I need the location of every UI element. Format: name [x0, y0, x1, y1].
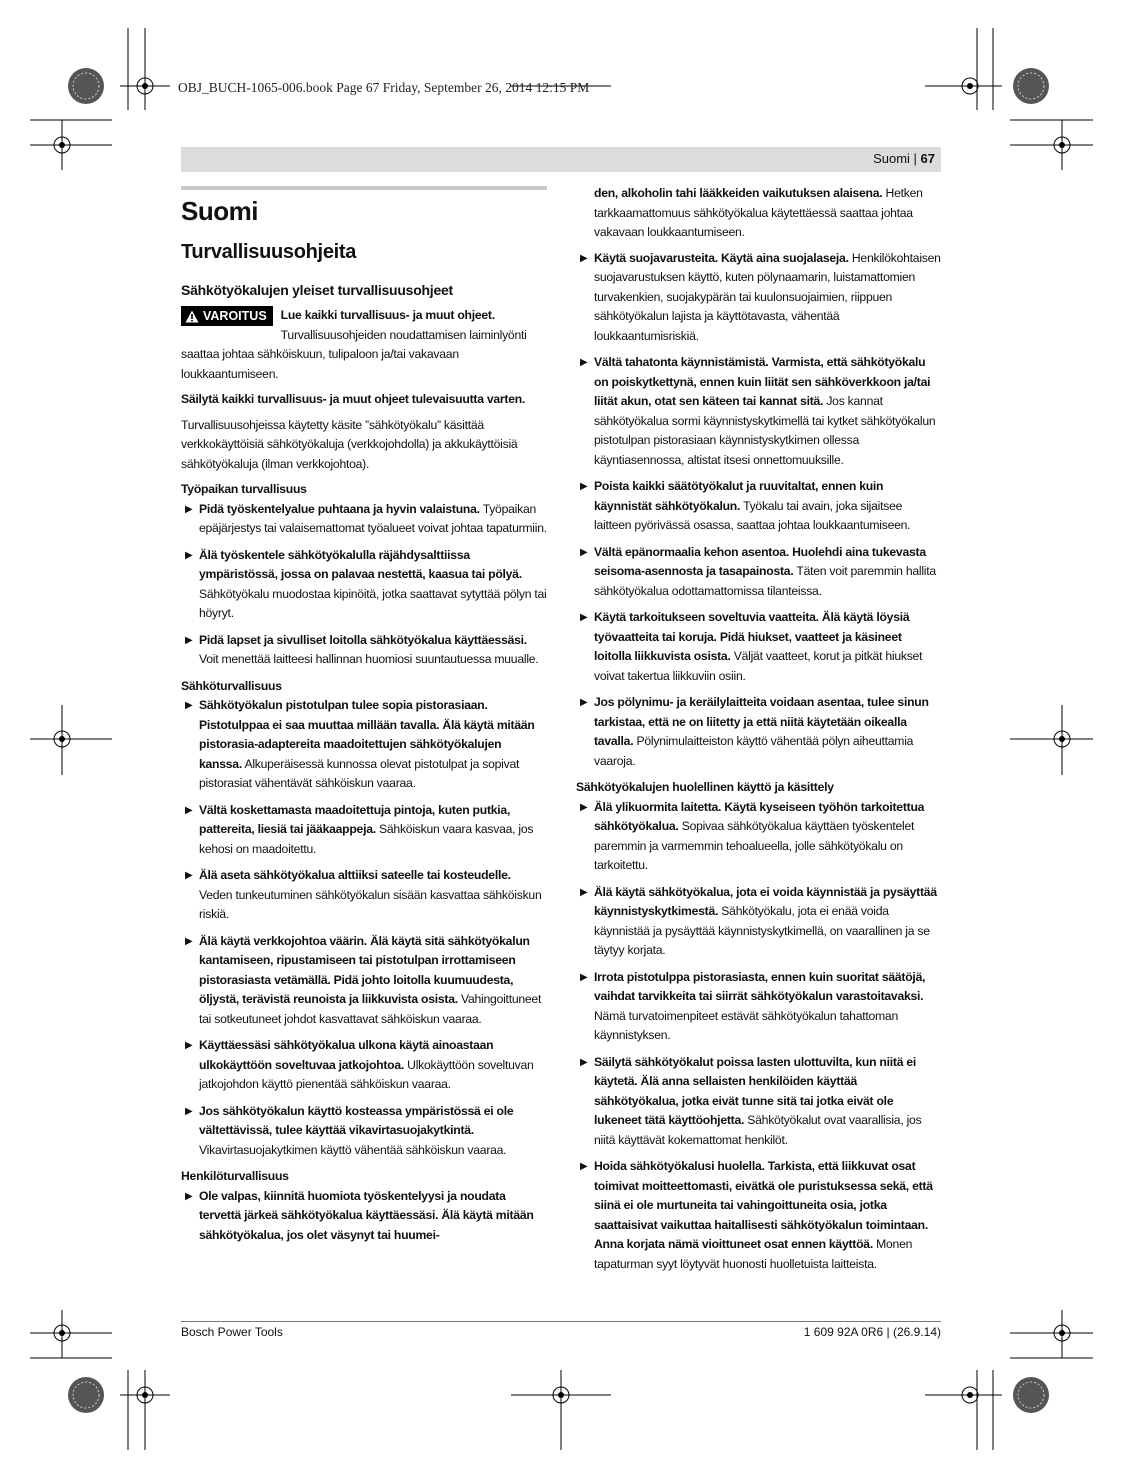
bullet-icon: ▶ — [185, 935, 193, 947]
item-text: Monen tapaturman syyt löytyvät huonosti huolletuista laitteista. — [594, 1237, 913, 1271]
item-bold: Käyttäessäsi sähkötyökalua ulkona käytä ainoastaan ulkokäyttöön soveltuvaa jatkojohtoa. — [199, 1038, 494, 1072]
bullet-icon: ▶ — [185, 700, 193, 711]
warning-lead: Lue kaikki turvallisuus- ja muut ohjeet. — [280, 308, 495, 322]
item-text: Sähkötyökalu muodostaa kipinöitä, jotka saattavat sytyttää pölyn tai höyryt. — [199, 586, 547, 620]
item-bold: Pidä työskentelyalue puhtaana ja hyvin valaistuna. — [199, 501, 480, 516]
item-bold: Käytä suojavarusteita. Käytä aina suojalaseja. — [594, 250, 849, 265]
page-header — [873, 151, 935, 166]
list-item — [181, 631, 547, 670]
item-text: Vikavirtasuojakytkimen käyttö vähentää sähköiskun vaaraa. — [199, 1142, 507, 1157]
warning-label: VAROITUS — [203, 309, 267, 323]
bullet-icon: ▶ — [185, 634, 193, 646]
list-item — [576, 798, 942, 876]
list-item — [181, 546, 547, 624]
item-bold: den, alkoholin tahi lääkkeiden vaikutuksen alaisena. — [594, 186, 883, 200]
item-text: Pölynimulaitteiston käyttö vähentää pölyn aiheuttamia vaaroja. — [594, 734, 914, 768]
bullet-icon: ▶ — [185, 804, 193, 816]
list-item — [181, 866, 547, 925]
personal-list-continued — [576, 249, 942, 772]
item-text: Veden tunkeutuminen sähkötyökalun sisään kasvattaa sähköiskun riskiä. — [199, 887, 542, 921]
definition-text: Turvallisuusohjeissa käytetty käsite ”sähkötyökalu” käsittää verkkokäyttöisiä sähkötyökaluja (verkkojohdolla) ja akkukäyttöisiä sähkötyökaluja (ilman verkkojohtoa). — [181, 417, 518, 471]
header-language: Suomi — [873, 151, 910, 166]
bullet-icon: ▶ — [580, 612, 588, 623]
bullet-icon: ▶ — [580, 971, 588, 983]
electrical-heading: Sähköturvallisuus — [181, 678, 282, 693]
item-bold: Älä aseta sähkötyökalua alttiiksi sateelle tai kosteudelle. — [199, 868, 511, 882]
list-item — [576, 353, 942, 470]
warning-badge — [181, 306, 273, 326]
warning-block — [181, 306, 547, 384]
left-column — [181, 186, 547, 1252]
list-item — [576, 477, 942, 536]
bullet-icon: ▶ — [580, 252, 588, 264]
list-item-continuation — [576, 184, 942, 243]
bullet-icon: ▶ — [185, 870, 193, 881]
workplace-heading: Työpaikan turvallisuus — [181, 482, 307, 496]
item-text: Työpaikan epäjärjestys tai valaisemattomat työalueet voivat johtaa tapaturmiin. — [199, 501, 547, 535]
bullet-icon: ▶ — [580, 1056, 588, 1068]
item-bold: Jos sähkötyökalun käyttö kosteassa ympäristössä ei ole vältettävissä, tulee käyttää vikavirtasuojakytkintä. — [199, 1103, 514, 1137]
bullet-icon: ▶ — [580, 886, 588, 898]
electrical-list — [181, 696, 547, 1160]
workplace-list — [181, 500, 547, 670]
header-separator: | — [909, 151, 921, 166]
item-bold: Älä työskentele sähkötyökalulla räjähdysalttiissa ympäristössä, jossa on palavaa nestettä, kaasua tai pölyä. — [199, 547, 522, 581]
item-bold: Jos pölynimu- ja keräilylaitteita voidaan asentaa, tulee sinun tarkistaa, että ne on liitetty ja että niitä käytetään oikealla tavalla. — [594, 695, 929, 748]
item-text: Vahingoittuneet tai sotkeutuneet johdot kasvattavat sähköiskun vaaraa. — [199, 992, 542, 1026]
bullet-icon: ▶ — [185, 503, 193, 515]
section-title: Turvallisuusohjeita — [181, 241, 357, 263]
list-item — [576, 543, 942, 602]
list-item — [576, 968, 942, 1046]
item-text: Henkilökohtaisen suojavarustuksen käyttö, kuten pölynaamarin, luistamattomien turvakenkien, suojakypärän tai kuulonsuojaimien, riippuen sähkötyökalun lajista ja käyttötavasta, vähentää loukkaantumisriskiä. — [594, 250, 941, 343]
personal-heading: Henkilöturvallisuus — [181, 1169, 289, 1183]
item-bold: Älä käytä sähkötyökalua, jota ei voida käynnistää ja pysäyttää käynnistyskytkimestä. — [594, 884, 937, 918]
list-item — [181, 932, 547, 1030]
care-list — [576, 798, 942, 1275]
item-bold: Älä ylikuormita laitetta. Käytä kyseiseen työhön tarkoitettua sähkötyökalua. — [594, 799, 925, 833]
item-text: Nämä turvatoimenpiteet estävät sähkötyökalun tahattoman käynnistyksen. — [594, 1008, 898, 1042]
item-text: Sopivaa sähkötyökalua käyttäen työskentelet paremmin ja varmemmin tehoalueella, jolle sähkötyökalu on tarkoitettu. — [594, 819, 915, 872]
item-text: Sähkötyökalut ovat vaarallisia, jos niitä käyttävät kokemattomat henkilöt. — [594, 1113, 922, 1147]
bullet-icon: ▶ — [580, 481, 588, 492]
bullet-icon: ▶ — [185, 1190, 193, 1202]
page-number: 67 — [920, 151, 935, 166]
item-text: Työkalu tai avain, joka sijaitsee laitteen pyörivässä osassa, saattaa johtaa loukkaantumiseen. — [594, 498, 911, 532]
list-item — [181, 1102, 547, 1161]
item-bold: Käytä tarkoitukseen soveltuvia vaatteita. Älä käytä löysiä työvaatteita tai koruja. Pidä hiukset, vaatteet ja käsineet loitolla liikkuvista osista. — [594, 610, 910, 663]
item-text: Ulkokäyttöön soveltuvan jatkojohdon käyttö pienentää sähköiskun vaaraa. — [199, 1057, 534, 1091]
item-text: Sähköiskun vaara kasvaa, jos kehosi on maadoitettu. — [199, 822, 534, 856]
bullet-icon: ▶ — [185, 1040, 193, 1051]
list-item — [576, 1157, 942, 1274]
title-rule — [181, 186, 547, 190]
bullet-icon: ▶ — [185, 549, 193, 561]
page-header-band — [181, 147, 941, 172]
item-bold: Hoida sähkötyökalusi huolella. Tarkista, että liikkuvat osat toimivat moitteettomasti, eivätkä ole puristuksessa sekä, että siinä ei ole murtuneita tai vahingoittuneita osia, jotka saattaisivat vaikuttaa haitallisesti sähkötyökalun toimintaan. Anna korjata nämä vioittuneet osat ennen käyttöä. — [594, 1159, 933, 1251]
item-text: Hetken tarkkaamattomuus sähkötyökalua käytettäessä saattaa johtaa vakavaan loukkaantumiseen. — [594, 186, 923, 239]
bullet-icon: ▶ — [580, 1161, 588, 1172]
bullet-icon: ▶ — [580, 546, 588, 558]
list-item — [576, 1053, 942, 1151]
print-slug: OBJ_BUCH-1065-006.book Page 67 Friday, September 26, 2014 12:15 PM — [178, 80, 590, 95]
item-bold: Säilytä sähkötyökalut poissa lasten ulottuvilta, kun niitä ei käytetä. Älä anna sellaisten henkilöiden käyttää sähkötyökalua, jotka eivät tunne sitä tai jotka eivät ole lukeneet tätä käyttöohjetta. — [594, 1054, 917, 1127]
warning-text: Turvallisuusohjeiden noudattamisen laiminlyönti saattaa johtaa sähköiskuun, tulipaloon ja/tai vakavaan loukkaantumiseen. — [181, 327, 527, 381]
list-item — [576, 693, 942, 771]
item-bold: Pidä lapset ja sivulliset loitolla sähkötyökalua käyttäessäsi. — [199, 632, 527, 647]
item-bold: Vältä tahatonta käynnistämistä. Varmista, että sähkötyökalu on poiskytkettynä, ennen kuin liität sen sähköverkkoon ja/tai liität akun, otat sen käteen tai kannat sitä. — [594, 355, 931, 408]
care-heading: Sähkötyökalujen huolellinen käyttö ja käsittely — [576, 780, 834, 794]
list-item — [181, 500, 547, 539]
item-text: Täten voit paremmin hallita sähkötyökalua odottamattomissa tilanteissa. — [594, 564, 936, 598]
item-text: Väljät vaatteet, korut ja pitkät hiukset voivat takertua liikkuviin osiin. — [594, 649, 923, 683]
item-text: Voit menettää laitteesi hallinnan huomiosi suuntautuessa muualle. — [199, 652, 539, 666]
list-item — [181, 801, 547, 860]
personal-list — [181, 1187, 547, 1246]
list-item — [181, 696, 547, 794]
bullet-icon: ▶ — [580, 697, 588, 708]
keep-notice: Säilytä kaikki turvallisuus- ja muut ohjeet tulevaisuutta varten. — [181, 392, 526, 406]
bullet-icon: ▶ — [185, 1105, 193, 1117]
item-bold: Ole valpas, kiinnitä huomiota työskentelyysi ja noudata tervettä järkeä sähkötyökalua käyttäessäsi. Älä käytä mitään sähkötyökalua, jos olet väsynyt tai huumei- — [199, 1188, 534, 1242]
list-item — [181, 1036, 547, 1095]
item-bold: Sähkötyökalun pistotulpan tulee sopia pistorasiaan. Pistotulppaa ei saa muuttaa millään tavalla. Älä käytä mitään pistorasia-adaptereita maadoitettujen sähkötyökalujen kanssa. — [199, 698, 535, 771]
footer-rule — [181, 1321, 941, 1322]
list-item — [181, 1187, 547, 1246]
right-column — [576, 184, 942, 1281]
list-item — [576, 608, 942, 686]
item-text: Sähkötyökalu, jota ei enää voida käynnistää ja pysäyttää käynnistyskytkimellä, on vaarallinen ja se täytyy korjata. — [594, 904, 930, 957]
footer-doc-number: 1 609 92A 0R6 | (26.9.14) — [803, 1325, 941, 1339]
item-bold: Poista kaikki säätötyökalut ja ruuvitaltat, ennen kuin käynnistät sähkötyökalun. — [594, 479, 884, 513]
bullet-icon: ▶ — [580, 357, 588, 368]
item-text: Jos kannat sähkötyökalua sormi käynnistyskytkimellä tai kytket sähkötyökalun pistotulpan pistorasiaan käynnistyskytkimen ollessa käyntiasennossa, altistat itsesi onnettomuuksille. — [594, 394, 936, 467]
list-item — [576, 249, 942, 347]
item-bold: Älä käytä verkkojohtoa väärin. Älä käytä sitä sähkötyökalun kantamiseen, ripustamiseen tai pistotulpan irrottamiseen pistorasiasta vetämällä. Pidä johto loitolla kuumuudesta, öljystä, terävistä reunoista ja liikkuvista osista. — [199, 933, 530, 1006]
list-item — [576, 883, 942, 961]
subsection-title: Sähkötyökalujen yleiset turvallisuusohjeet — [181, 282, 453, 298]
item-bold: Vältä epänormaalia kehon asentoa. Huolehdi aina tukevasta seisoma-asennosta ja tasapainosta. — [594, 544, 926, 578]
bullet-icon: ▶ — [580, 801, 588, 813]
page-title: Suomi — [181, 196, 258, 226]
item-bold: Irrota pistotulppa pistorasiasta, ennen kuin suoritat säätöjä, vaihdat tarvikkeita tai siirrät sähkötyökalun varastoitavaksi. — [594, 969, 926, 1003]
item-text: Alkuperäisessä kunnossa olevat pistotulpat ja sopivat pistorasiat vähentävät sähköiskun vaaraa. — [199, 756, 520, 790]
footer-brand: Bosch Power Tools — [181, 1325, 283, 1339]
item-bold: Vältä koskettamasta maadoitettuja pintoja, kuten putkia, pattereita, liesiä tai jääkaappeja. — [199, 802, 511, 836]
warning-triangle-icon — [185, 310, 199, 323]
